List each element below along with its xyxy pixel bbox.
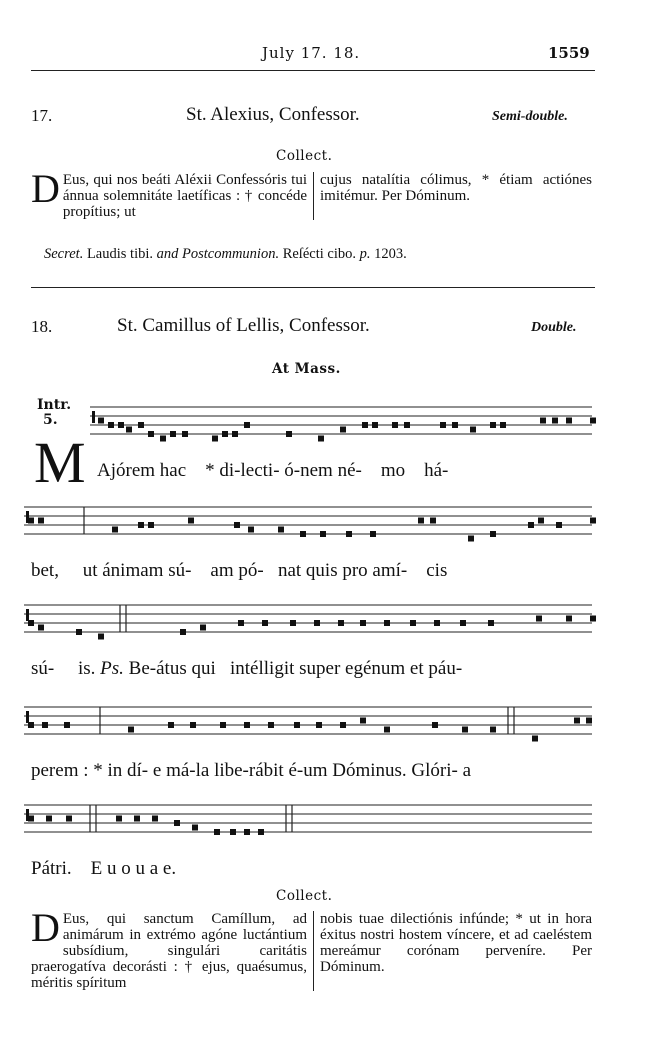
neume	[384, 727, 390, 733]
neume	[278, 527, 284, 533]
running-head-title: July 17. 18.	[262, 44, 361, 62]
neume	[98, 418, 104, 424]
neume	[500, 422, 506, 428]
feast-18-grade: Double.	[531, 320, 577, 335]
neume	[128, 727, 134, 733]
collect-18-dropcap: D	[31, 905, 60, 950]
lyric-2e: cis	[426, 560, 448, 581]
collect-18-right-column	[314, 911, 592, 991]
neume	[340, 427, 346, 433]
lyric-5b: E u o u a e.	[90, 858, 177, 879]
neume	[314, 620, 320, 626]
introit-label-text: Intr.	[37, 397, 72, 413]
neume	[538, 518, 544, 524]
neume	[262, 620, 268, 626]
neume	[540, 418, 546, 424]
lyric-2a: bet,	[31, 560, 59, 581]
lyric-1b: * di-lecti- ó-nem né-	[205, 460, 362, 481]
page-ref-label: p.	[359, 246, 371, 262]
introit-mode: 5.	[43, 412, 58, 428]
neume	[528, 522, 534, 528]
feast-18-title: St. Camillus of Lellis, Confessor.	[117, 315, 370, 336]
neume	[430, 518, 436, 524]
neume	[174, 820, 180, 826]
neume	[440, 422, 446, 428]
psalm-label: Ps.	[100, 658, 124, 679]
neume	[460, 620, 466, 626]
neume	[98, 634, 104, 640]
neume	[532, 736, 538, 742]
neume	[338, 620, 344, 626]
chant-lyric-line-2	[31, 560, 447, 582]
lyric-3d: intélligit super egénum et páu-	[230, 658, 463, 679]
neume	[316, 722, 322, 728]
neume	[360, 620, 366, 626]
neume	[300, 531, 306, 537]
collect-17-left-text: Eus, qui nos beáti Aléxii Confessóris tui ánnua solemnitáte laetíficas : † concéde propítius; ut	[62, 172, 307, 220]
neume	[462, 727, 468, 733]
neume	[566, 616, 572, 622]
neume	[232, 431, 238, 437]
neume	[212, 436, 218, 442]
lyric-1d: há-	[424, 460, 449, 481]
neume	[286, 431, 292, 437]
secret-label: Secret.	[44, 246, 84, 262]
neume	[64, 722, 70, 728]
neume	[488, 620, 494, 626]
feast-17-grade: Semi-double.	[492, 109, 568, 124]
neume	[170, 431, 176, 437]
neume	[188, 518, 194, 524]
neume	[410, 620, 416, 626]
page-ref: 1203.	[374, 246, 407, 262]
neume	[138, 422, 144, 428]
neume	[76, 629, 82, 635]
neume	[404, 422, 410, 428]
neume	[112, 527, 118, 533]
neume	[148, 431, 154, 437]
do-clef	[92, 411, 95, 423]
do-clef	[26, 609, 29, 621]
neume	[590, 616, 596, 622]
neume	[244, 422, 250, 428]
lyric-3c: Be-átus qui	[128, 658, 216, 679]
feast-18-number: 18.	[31, 317, 53, 336]
neume	[200, 625, 206, 631]
lyric-3b: is.	[77, 658, 96, 679]
neume	[452, 422, 458, 428]
neume	[134, 816, 140, 822]
secret-text: Laudis tibi.	[86, 246, 154, 262]
neume	[192, 825, 198, 831]
neume	[360, 718, 366, 724]
neume	[244, 829, 250, 835]
neume	[28, 722, 34, 728]
lyric-1c: mo	[380, 460, 406, 481]
neume	[248, 527, 254, 533]
neume	[556, 522, 562, 528]
neume	[468, 536, 474, 542]
neume	[222, 431, 228, 437]
neume	[566, 418, 572, 424]
collect-18-left-column	[31, 905, 314, 991]
neume	[118, 422, 124, 428]
neume	[320, 531, 326, 537]
neume	[418, 518, 424, 524]
lyric-5a: Pátri.	[31, 858, 72, 879]
chant-lyric-line-4	[31, 760, 471, 782]
neume	[238, 620, 244, 626]
neume	[244, 722, 250, 728]
lyric-2c: am pó-	[210, 560, 264, 581]
neume	[108, 422, 114, 428]
do-clef	[26, 711, 29, 723]
neume	[126, 427, 132, 433]
neume	[362, 422, 368, 428]
lyric-2d: nat quis pro amí-	[277, 560, 408, 581]
chant-lyric-line-1	[97, 460, 448, 482]
neume	[28, 620, 34, 626]
feast-17-title: St. Alexius, Confessor.	[186, 104, 360, 125]
neume	[586, 718, 592, 724]
neume	[28, 816, 34, 822]
neume	[220, 722, 226, 728]
neume	[28, 518, 34, 524]
neume	[168, 722, 174, 728]
neume	[46, 816, 52, 822]
neume	[38, 518, 44, 524]
collect-18-text	[31, 905, 595, 991]
neume	[294, 722, 300, 728]
feast-17-number: 17.	[31, 106, 53, 125]
chant-lyric-line-5	[31, 858, 176, 880]
neume	[258, 829, 264, 835]
neume	[318, 436, 324, 442]
collect-18-right-text: nobis tuae dilectiónis infúnde; * ut in hora éxitus nostri hostem víncere, et ad caeléstem mereámur corónam perveníre. Per Dóminum.	[320, 911, 592, 975]
lyric-2b: ut ánimam sú-	[82, 560, 192, 581]
neume	[432, 722, 438, 728]
neume	[490, 422, 496, 428]
neume	[180, 629, 186, 635]
neume	[42, 722, 48, 728]
neume	[470, 427, 476, 433]
neume	[148, 522, 154, 528]
at-mass-caption: At Mass.	[272, 361, 341, 377]
neume	[590, 518, 596, 524]
neume	[116, 816, 122, 822]
neume	[346, 531, 352, 537]
neume	[234, 522, 240, 528]
neume	[190, 722, 196, 728]
collect-17-dropcap: D	[31, 166, 60, 211]
neume	[536, 616, 542, 622]
neume	[214, 829, 220, 835]
lyric-4a: perem : * in dí- e má-la libe-rábit é-um Dóminus. Glóri- a	[31, 760, 472, 781]
neume	[552, 418, 558, 424]
and-postcommunion: and Postcommunion.	[156, 246, 280, 262]
neume	[290, 620, 296, 626]
neume	[230, 829, 236, 835]
neume	[182, 431, 188, 437]
collect-17-right-text: cujus natalítia cólimus, * étiam actiónes imitémur. Per Dóminum.	[320, 172, 592, 204]
neume	[574, 718, 580, 724]
neume	[38, 625, 44, 631]
neume	[384, 620, 390, 626]
postcommunion-text: Reſécti cibo.	[282, 246, 356, 262]
neume	[268, 722, 274, 728]
page-number: 1559	[548, 44, 590, 62]
lyric-1a: Ajórem hac	[97, 460, 187, 481]
neume	[434, 620, 440, 626]
neume	[370, 531, 376, 537]
chant-initial: M	[34, 430, 86, 495]
neume	[138, 522, 144, 528]
neume	[392, 422, 398, 428]
neume	[66, 816, 72, 822]
collect-18-caption: Collect.	[276, 888, 333, 904]
lyric-3a: sú-	[31, 658, 55, 679]
neume	[372, 422, 378, 428]
neume	[490, 531, 496, 537]
collect-18-left-text: Eus, qui sanctum Camíllum, ad animárum in extrémo agóne luctántium subsídium, singulári caritátis praerogatíva decorásti : † ejus, quaésumus, méritis spíritum	[31, 911, 307, 991]
neume	[590, 418, 596, 424]
chant-lyric-line-3	[31, 658, 462, 680]
neume	[490, 727, 496, 733]
neume	[152, 816, 158, 822]
neume	[340, 722, 346, 728]
collect-17-caption: Collect.	[276, 148, 333, 164]
neume	[160, 436, 166, 442]
